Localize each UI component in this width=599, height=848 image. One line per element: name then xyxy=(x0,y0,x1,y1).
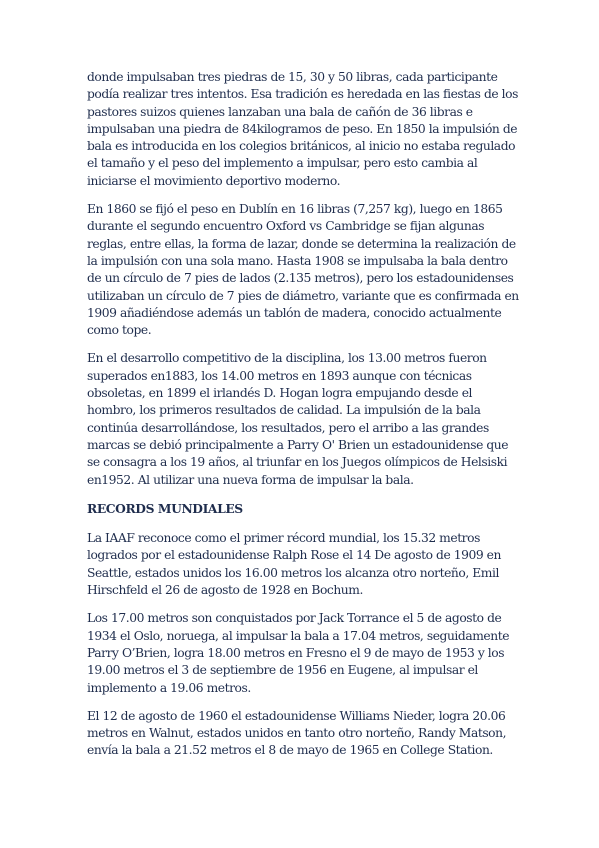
paragraph-competitive-development: En el desarrollo competitivo de la disciplina, los 13.00 metros fueron superados en1883, los 14.00 metros en 1893 aunque con técnicas obsoletas, en 1899 el irlandés D. Hogan logra empujando desde el hombro, los primeros resultados de calidad. La impulsión de la bala continúa desarrollándose, los resultados, pero el arribo a las grandes marcas se debió principalmente a Parry O' Brien un estadounidense que se consagra a los 19 años, al triunfar en los Juegos olímpicos de Helsiski en1952. Al utilizar una nueva forma de impulsar la bala. xyxy=(87,351,509,487)
paragraph-ancient-origins: donde impulsaban tres piedras de 15, 30 y 50 libras, cada participante podía realizar tres intentos. Esa tradición es heredada en las fiestas de los pastores suizos quienes lanzaban una bala de cañón de 36 libras e impulsaban una piedra de 84kilogramos de peso. En 1850 la impulsión de bala es introducida en los colegios británicos, al inicio no estaba regulado el tamaño y el peso del implemento a impulsar, pero esto cambia al iniciarse el movimiento deportivo moderno. xyxy=(87,70,518,188)
document-body xyxy=(87,69,519,771)
section-heading: RECORDS MUNDIALES xyxy=(87,500,243,516)
paragraph-dublin-rules: En 1860 se fijó el peso en Dublín en 16 libras (7,257 kg), luego en 1865 durante el segundo encuentro Oxford vs Cambridge se fijan algunas reglas, entre ellas, la forma de lazar, donde se determina la realización de la impulsión con una sola mano. Hasta 1908 se impulsaba la bala dentro de un círculo de 7 pies de lados (2.135 metros), pero los estadounidenses utilizaban un círculo de 7 pies de diámetro, variante que es confirmada en 1909 añadiéndose además un tablón de madera, conocido actualmente como tope. xyxy=(87,202,519,338)
paragraph-17-meters: Los 17.00 metros son conquistados por Jack Torrance el 5 de agosto de 1934 el Oslo, noruega, al impulsar la bala a 17.04 metros, seguidamente Parry O’Brien, logra 18.00 metros en Fresno el 9 de mayo de 1953 y los 19.00 metros el 3 de septiembre de 1956 en Eugene, al impulsar el implemento a 19.06 metros. xyxy=(87,611,510,695)
paragraph-20-meters: El 12 de agosto de 1960 el estadounidense Williams Nieder, logra 20.06 metros en Walnut, estados unidos en tanto otro norteño, Randy Matson, envía la bala a 21.52 metros el 8 de mayo de 1965 en College Station. xyxy=(87,708,507,758)
paragraph-first-record: La IAAF reconoce como el primer récord mundial, los 15.32 metros logrados por el estadounidense Ralph Rose el 14 De agosto de 1909 en Seattle, estados unidos los 16.00 metros los alcanza otro norteño, Emil Hirschfeld el 26 de agosto de 1928 en Bochum. xyxy=(87,531,501,598)
